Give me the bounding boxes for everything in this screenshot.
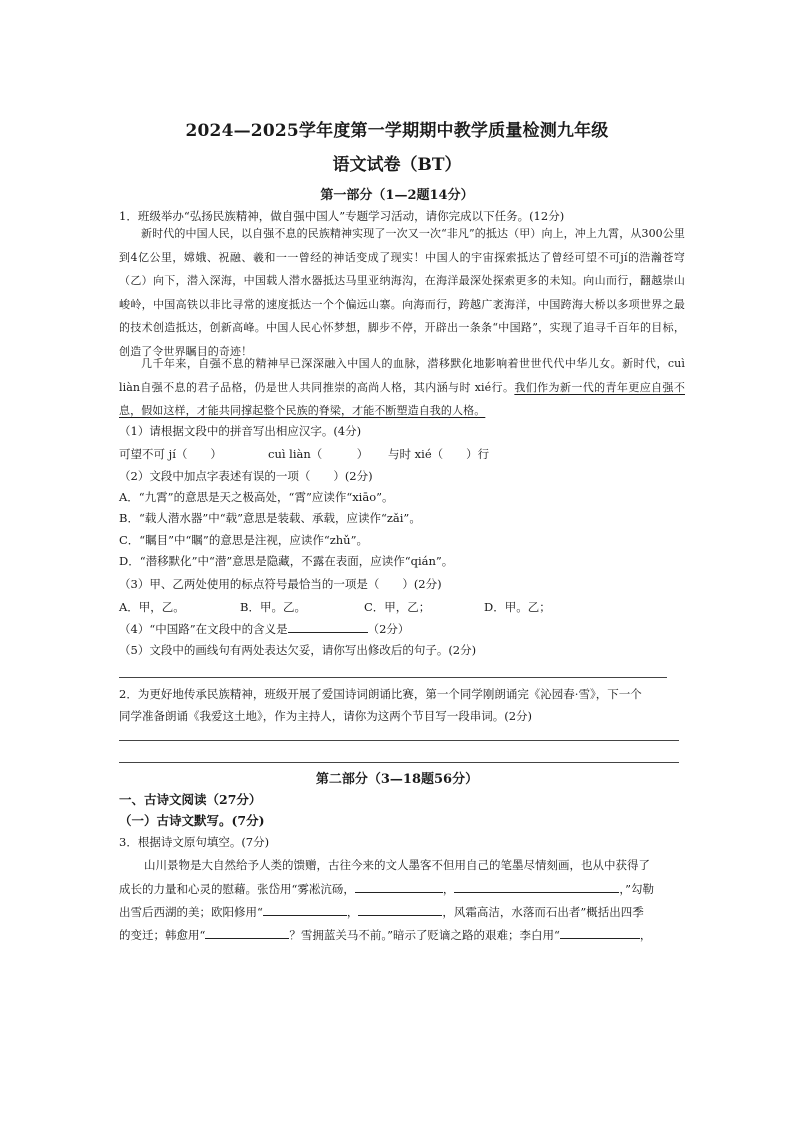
q3-text: ， <box>442 882 455 896</box>
answer-line <box>119 740 679 741</box>
q3-text: ， <box>346 905 359 919</box>
part1-heading: 第一部分（1—2题14分） <box>320 188 474 203</box>
pinyin-blank-3: 与时 xié（ ）行 <box>388 447 490 461</box>
pinyin-blank-1: 可望不可 jí（ ） <box>119 447 222 461</box>
q1-sub4-score: （2分） <box>367 622 410 636</box>
answer-line <box>119 677 667 678</box>
q2-stem-line1: 2．为更好地传承民族精神，班级开展了爱国诗词朗诵比赛，第一个同学刚朗诵完《沁园春·雪》，下一个 <box>119 687 642 701</box>
answer-line <box>119 762 679 763</box>
exam-title: 2024—2025学年度第一学期期中教学质量检测九年级 <box>185 121 609 141</box>
q3-text: ？雪拥蓝关马不前。”暗示了贬谪之路的艰难；李白用“ <box>289 928 560 942</box>
q3-stem: 3．根据诗文原句填空。(7分) <box>119 835 270 849</box>
q1-stem: 1．班级举办“弘扬民族精神，做自强中国人”专题学习活动，请你完成以下任务。(12分) <box>119 209 565 223</box>
answer-blank <box>205 926 289 939</box>
answer-blank <box>263 903 347 916</box>
q1-sub4 <box>119 620 409 637</box>
section-1-heading: 一、古诗文阅读（27分） <box>119 792 262 807</box>
q1-sub5: （5）文段中的画线句有两处表达欠妥，请你写出修改后的句子。(2分) <box>119 643 477 657</box>
q1-passage-text: 几千年来，自强不息的精神早已深深融入中国人的血脉，潜移默化地影响着世世代代中华儿女。新时代，cuì liàn自强不息的君子品格，仍是世人共同推崇的高尚人格，其内涵与时 xié行。 <box>119 357 685 394</box>
q1-sub2: （2）文段中加点字表述有误的一项（ ）(2分) <box>119 469 373 483</box>
q3-line-3 <box>119 903 644 920</box>
section-1-1-heading: （一）古诗文默写。(7分) <box>119 813 265 828</box>
q1-option-b: B．“载人潜水器”中“载”意思是装载、承载，应读作“zǎi”。 <box>119 511 421 525</box>
q1-option-d: D．“潜移默化”中“潜”意思是隐藏，不露在表面，应读作“qián”。 <box>119 554 454 568</box>
q3-line-4 <box>119 926 651 943</box>
q3-text: 的变迁；韩愈用“ <box>119 928 206 942</box>
answer-blank <box>355 880 443 893</box>
part2-heading: 第二部分（3—18题56分） <box>315 772 479 787</box>
answer-blank <box>358 903 442 916</box>
q3-text: 成长的力量和心灵的慰藉。张岱用“雾凇沆砀， <box>119 882 355 896</box>
q3-text: ，风霜高洁，水落而石出者”概括出四季 <box>442 905 644 919</box>
q1-sub1: （1）请根据文段中的拼音写出相应汉字。(4分) <box>119 424 362 438</box>
q1-passage-paragraph-1: 新时代的中国人民，以自强不息的民族精神实现了一次又一次“非凡”的抵达（甲）向上，冲上九霄，从300公里到4亿公里，嫦娥、祝融、羲和一一曾经的神话变成了现实！中国人的宇宙探索抵达了曾经可望不可jí的浩瀚苍穹（乙）向下，潜入深海，中国载人潜水器抵达马里亚纳海沟，在海洋最深处探索更多的未知。向山而行，翻越崇山峻岭，中国高铁以非比寻常的速度抵达一个个偏远山寨。向海而行，跨越广袤海洋，中国跨海大桥以多项世界之最的技术创造抵达，创新高峰。中国人民心怀梦想，脚步不停，开辟出一条条“中国路”，实现了追寻千百年的目标，创造了令世界瞩目的奇迹！ <box>119 227 685 358</box>
q3-line-2 <box>119 880 654 897</box>
q1-underlined-sentence: 我们作为新一代的青年更应自强不息，假如这样，才能共同撑起整个民族的脊梁，才能不断塑造自我的人格。 <box>119 380 685 417</box>
answer-blank <box>288 620 368 633</box>
pinyin-blank-2: cuì liàn（ ） <box>268 447 369 461</box>
exam-subtitle: 语文试卷（BT） <box>332 155 462 175</box>
q1-sub4-text: （4）“中国路”在文段中的含义是 <box>119 622 288 636</box>
q1-option-c: C．“瞩目”中“瞩”的意思是注视，应读作“zhǔ”。 <box>119 533 368 547</box>
q3-text: 出雪后西湖的美；欧阳修用“ <box>119 905 263 919</box>
punct-option-a: A．甲，乙。 <box>119 600 185 614</box>
answer-blank <box>560 926 640 939</box>
answer-blank <box>454 880 619 893</box>
q3-text: ，”勾勒 <box>619 882 655 896</box>
q1-passage-paragraph-2 <box>119 352 685 423</box>
q1-sub3: （3）甲、乙两处使用的标点符号最恰当的一项是（ ）(2分) <box>119 577 442 591</box>
punct-option-d: D．甲。乙； <box>484 600 551 614</box>
q1-option-a: A．“九霄”的意思是天之极高处，“霄”应读作“xiāo”。 <box>119 490 394 504</box>
punct-option-b: B．甲。乙。 <box>240 600 306 614</box>
q3-text: ， <box>639 928 652 942</box>
punct-option-c: C．甲，乙； <box>364 600 431 614</box>
q3-line-1: 山川景物是大自然给予人类的馈赠，古往今来的文人墨客不但用自己的笔墨尽情刻画，也从中获得了 <box>144 858 650 872</box>
q2-stem-line2: 同学准备朗诵《我爱这土地》，作为主持人，请你为这两个节目写一段串词。(2分) <box>119 709 533 723</box>
